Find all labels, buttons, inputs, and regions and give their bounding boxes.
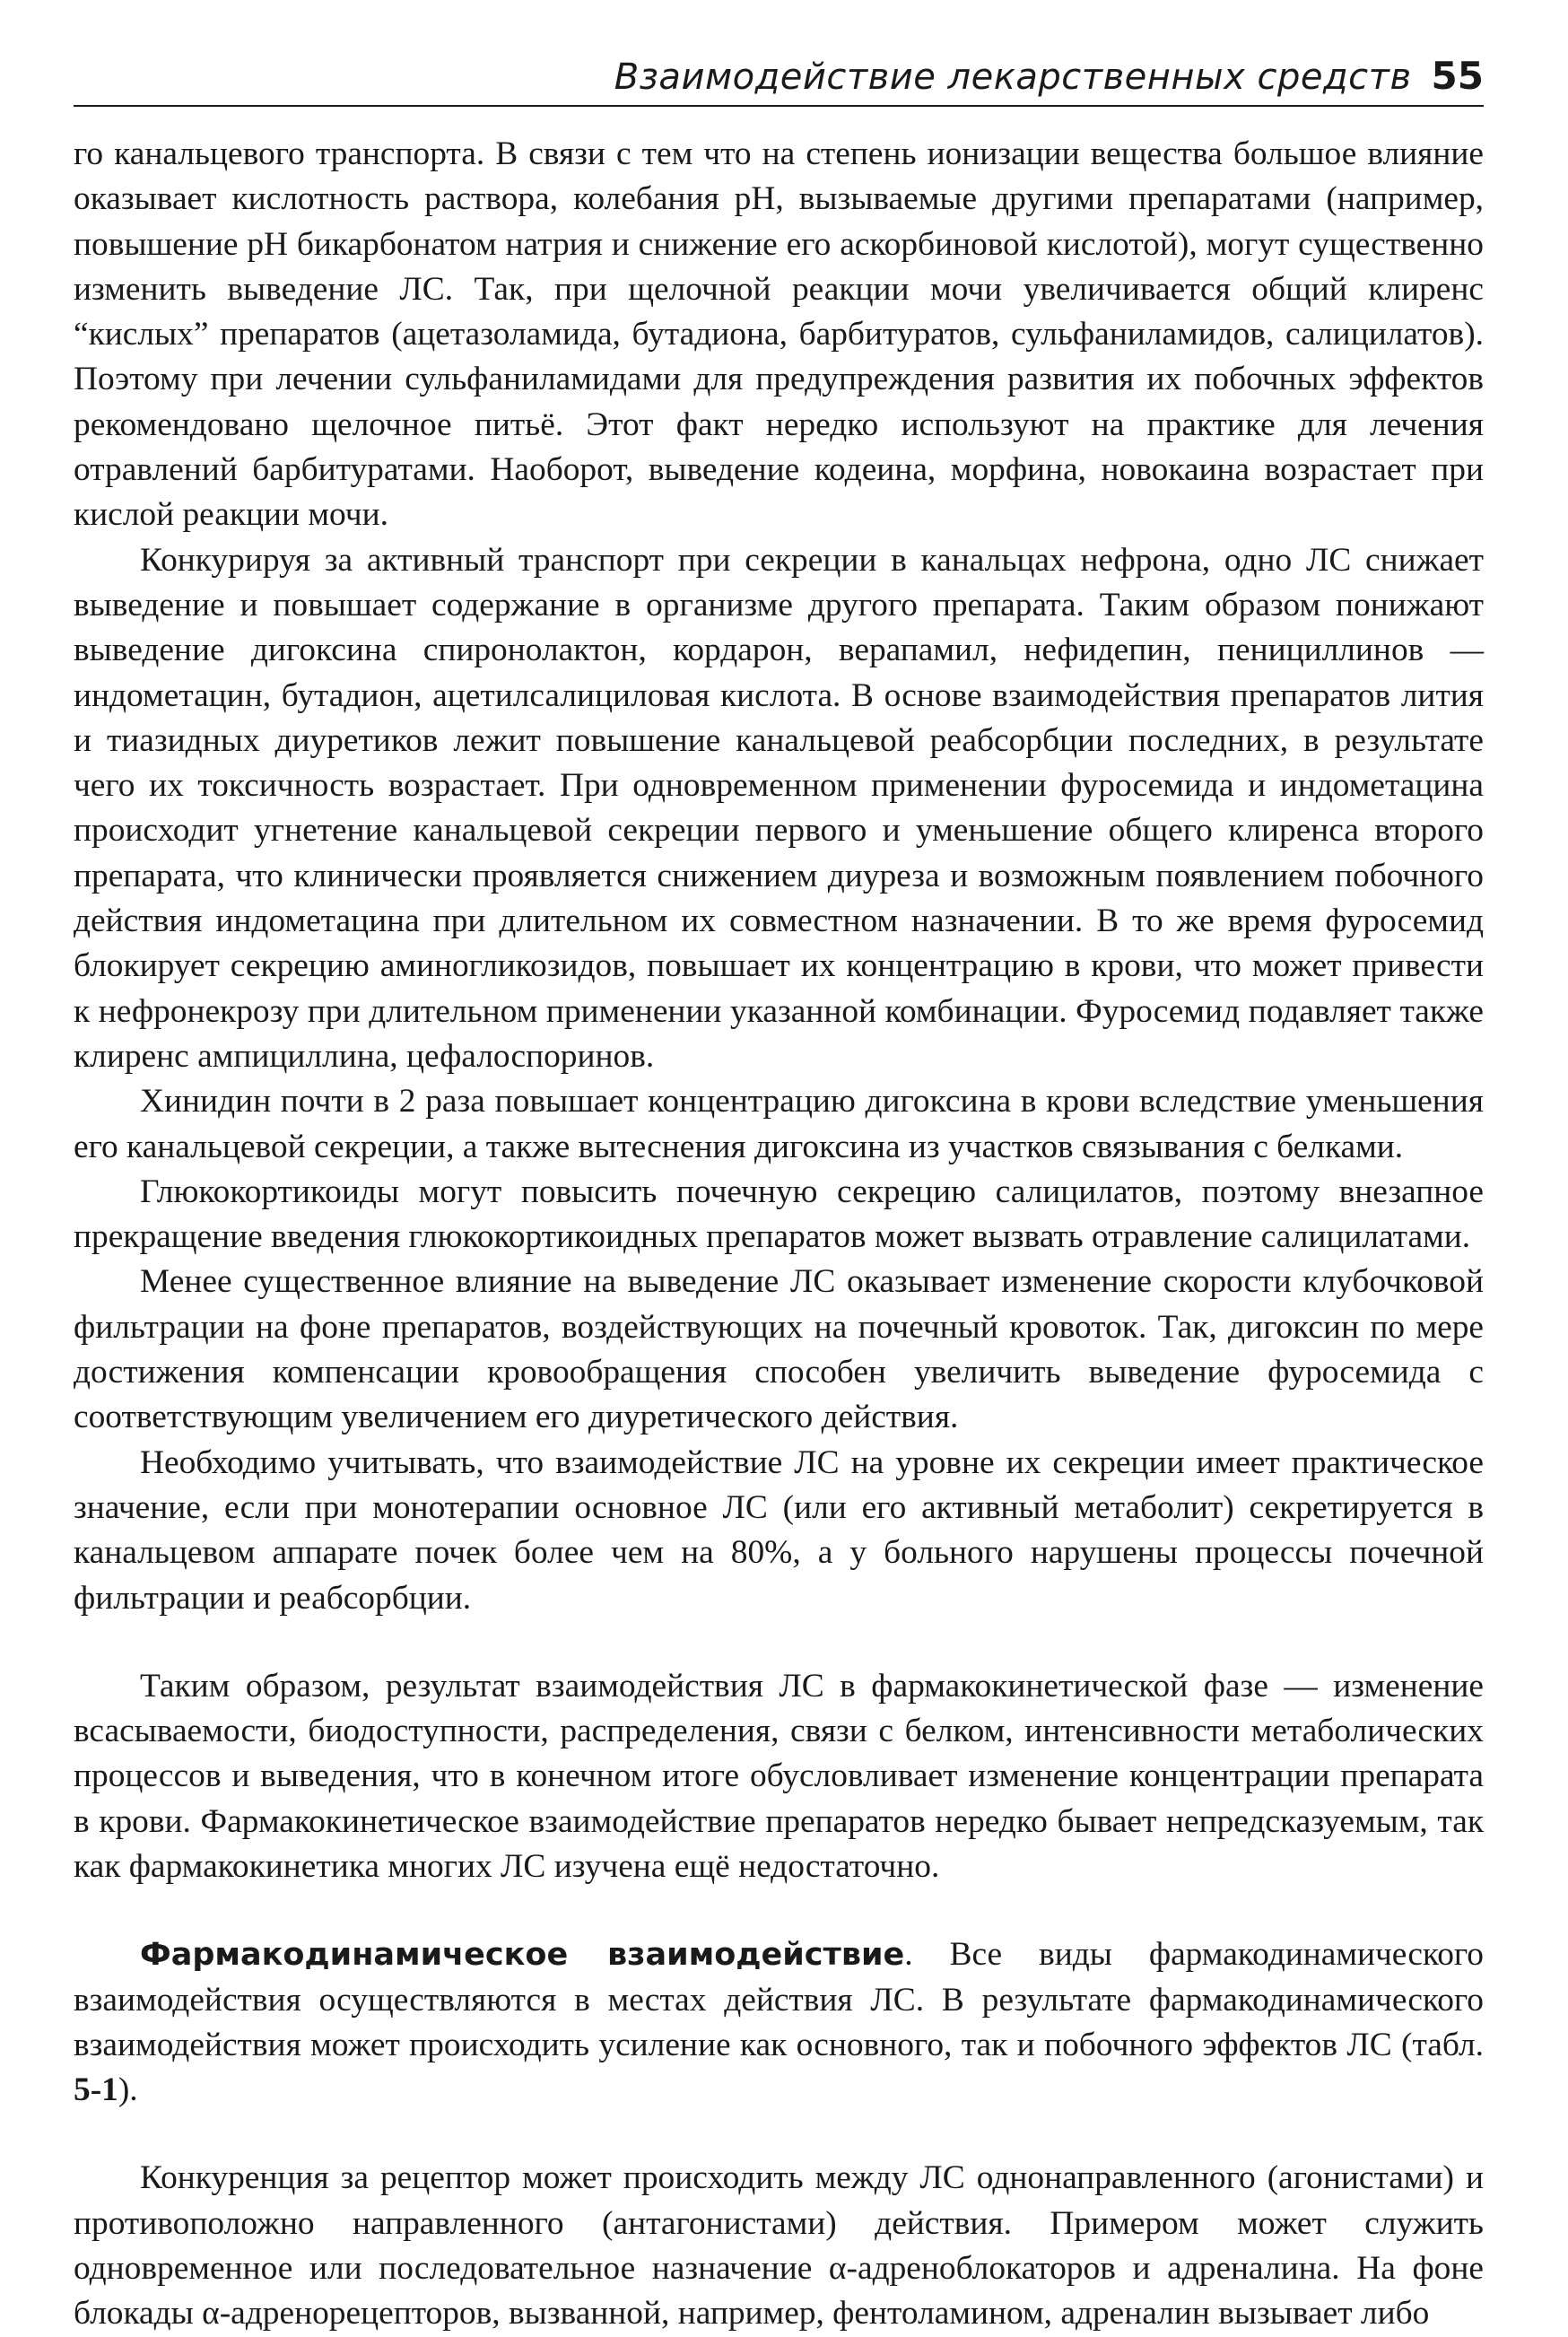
running-head-title: Взаимодействие лекарственных средств bbox=[614, 57, 1412, 98]
document-page bbox=[74, 54, 1484, 2337]
paragraph-7: Таким образом, результат взаимодействия ЛС в фармакокинетической фазе — изменение всасываемости, биодоступности, распределения, связи с белком, интенсивности метаболических процессов и выведения, что в конечном итоге обусловливает изменение концентрации препарата в крови. Фармакокинетическое взаимодействие препаратов нередко бывает непредсказуемым, так как фармакокинетика многих ЛС изучена ещё недостаточно. bbox=[74, 1667, 1484, 1885]
paragraph-2: Конкурируя за активный транспорт при секреции в канальцах нефрона, одно ЛС снижает выведение и повышает содержание в организме другого препарата. Таким образом понижают выведение дигоксина спиронолактон, кордарон, верапамил, нефидепин, пенициллинов — индометацин, бутадион, ацетилсалициловая кислота. В основе взаимодействия препаратов лития и тиазидных диуретиков лежит повышение канальцевой реабсорбции последних, в результате чего их токсичность возрастает. При одновременном применении фуросемида и индометацина происходит угнетение канальцевой секреции первого и уменьшение общего клиренса второго препарата, что клинически проявляется снижением диуреза и возможным появлением побочного действия индометацина при длительном их совместном назначении. В то же время фуросемид блокирует секрецию аминогликозидов, повышает их концентрацию в крови, что может привести к нефронекрозу при длительном применении указанной комбинации. Фуросемид подавляет также клиренс ампициллина, цефалоспоринов. bbox=[74, 541, 1484, 1075]
paragraph-gap bbox=[74, 1621, 1484, 1664]
table-reference: 5-1 bbox=[74, 2071, 118, 2109]
paragraph-gap bbox=[74, 1889, 1484, 1932]
paragraph-gap bbox=[74, 2113, 1484, 2156]
paragraph-8 bbox=[74, 1932, 1484, 2113]
paragraph-8-end: ). bbox=[118, 2071, 138, 2109]
paragraph-6: Необходимо учитывать, что взаимодействие ЛС на уровне их секреции имеет практическое значение, если при монотерапии основное ЛС (или его активный метаболит) секретируется в канальцевом аппарате почек более чем на 80%, а у больного нарушены процессы почечной фильтрации и реабсорбции. bbox=[74, 1443, 1484, 1617]
running-head bbox=[74, 54, 1484, 107]
page-number: 55 bbox=[1431, 54, 1484, 98]
paragraph-1: го канальцевого транспорта. В связи с тем что на степень ионизации вещества большое влияние оказывает кислотность раствора, колебания pH, вызываемые другими препаратами (например, повышение pH бикарбонатом натрия и снижение его аскорбиновой кислотой), могут существенно изменить выведение ЛС. Так, при щелочной реакции мочи увеличивается общий клиренс “кислых” препаратов (ацетазоламида, бутадиона, барбитуратов, сульфаниламидов, салицилатов). Поэтому при лечении сульфаниламидами для предупреждения развития их побочных эффектов рекомендовано щелочное питьё. Этот факт нередко используют на практике для лечения отравлений барбитуратами. Наоборот, выведение кодеина, морфина, новокаина возрастает при кислой реакции мочи. bbox=[74, 135, 1484, 534]
paragraph-9: Конкуренция за рецептор может происходить между ЛС однонаправленного (агонистами) и противоположно направленного (антагонистами) действия. Примером может служить одновременное или последовательное назначение α-адреноблокаторов и адреналина. На фоне блокады α-адренорецепторов, вызванной, например, фентоламином, адреналин вызывает либо bbox=[74, 2159, 1484, 2333]
paragraph-8-text: . Все виды фармакодинамического взаимодействия осуществляются в местах действия ЛС. В результате фармакодинамического взаимодействия может происходить усиление как основного, так и побочного эффектов ЛС (табл. bbox=[74, 1936, 1484, 2063]
paragraph-4: Глюкокортикоиды могут повысить почечную секрецию салицилатов, поэтому внезапное прекращение введения глюкокортикоидных препаратов может вызвать отравление салицилатами. bbox=[74, 1173, 1484, 1256]
body-text bbox=[74, 132, 1484, 2337]
paragraph-5: Менее существенное влияние на выведение ЛС оказывает изменение скорости клубочковой фильтрации на фоне препаратов, воздействующих на почечный кровоток. Так, дигоксин по мере достижения компенсации кровообращения способен увеличить выведение фуросемида с соответствующим увеличением его диуретического действия. bbox=[74, 1263, 1484, 1436]
paragraph-3: Хинидин почти в 2 раза повышает концентрацию дигоксина в крови вследствие уменьшения его канальцевой секреции, а также вытеснения дигоксина из участков связывания с белками. bbox=[74, 1083, 1484, 1165]
section-lead-term: Фармакодинамическое взаимодействие bbox=[140, 1937, 905, 1974]
